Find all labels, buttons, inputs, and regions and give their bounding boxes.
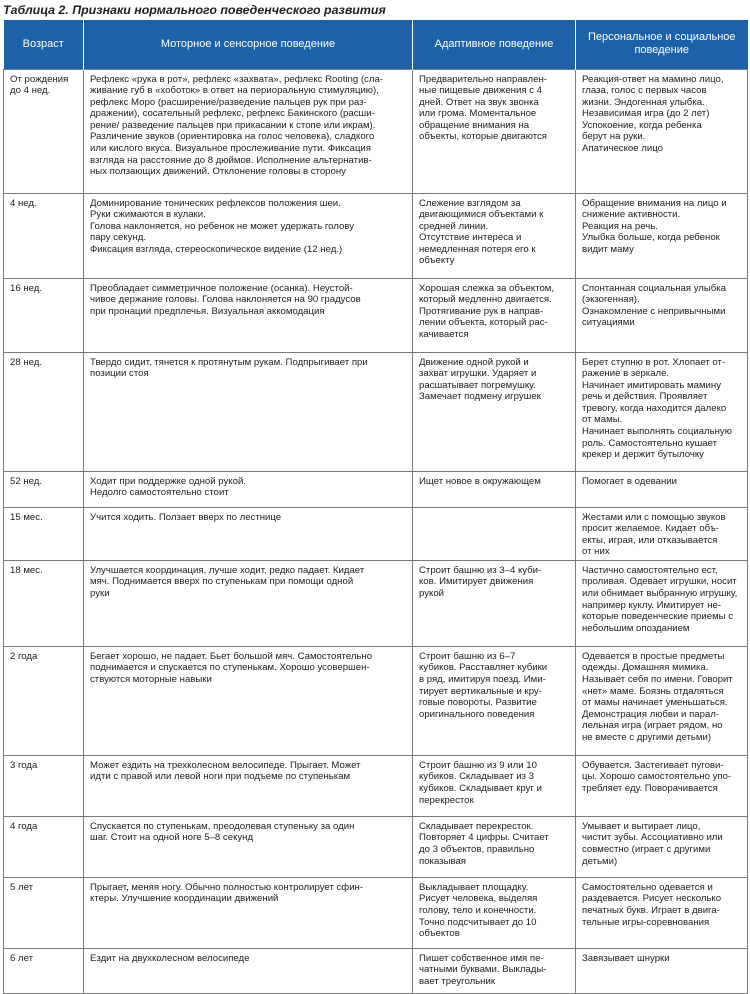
cell-social: Одевается в простые предметы одежды. Домашняя мимика. Называет себя по имени. Говорит «нет» маме. Боязнь отдаляться от мамы начинает уменьшаться. Демонстрация любви и парал- лельная игра (играет рядом, но не вместе с другими детьми) — [576, 646, 748, 755]
cell-adaptive: Складывает перекресток. Повторяет 4 цифры. Считает до 3 объектов, правильно показывая — [413, 816, 576, 877]
cell-age: 6 лет — [4, 948, 84, 993]
cell-motor: Может ездить на трехколесном велосипеде. Прыгает. Может идти с правой или левой ноги при подъеме по ступенькам — [84, 755, 413, 816]
cell-adaptive: Движение одной рукой и захват игрушки. Ударяет и расшатывает погремушку. Замечает подмену игрушек — [413, 352, 576, 471]
cell-adaptive: Слежение взглядом за двигающимися объектами к средней линии. Отсутствие интереса и немедленная потеря его к объекту — [413, 193, 576, 278]
cell-social: Умывает и вытирает лицо, чистит зубы. Ассоциативно или совместно (играет с другими детьми) — [576, 816, 748, 877]
cell-social: Завязывает шнурки — [576, 948, 748, 993]
cell-age: 2 года — [4, 646, 84, 755]
cell-age: 18 мес. — [4, 560, 84, 646]
table-caption: Таблица 2. Признаки нормального поведенческого развития — [3, 3, 386, 17]
cell-adaptive: Строит башню из 3–4 куби- ков. Имитирует движения рукой — [413, 560, 576, 646]
cell-motor: Бегает хорошо, не падает. Бьет большой мяч. Самостоятельно поднимается и спускается по ступенькам. Хорошо усовершен- ствуются моторные навыки — [84, 646, 413, 755]
cell-adaptive: Хорошая слежка за объектом, который медленно двигается. Протягивание рук в направ- лении объекта, который рас- качивается — [413, 278, 576, 352]
cell-motor: Спускается по ступенькам, преодолевая ступеньку за один шаг. Стоит на одной ноге 5–8 секунд — [84, 816, 413, 877]
header-age: Возраст — [4, 20, 84, 69]
cell-adaptive: Строит башню из 9 или 10 кубиков. Складывает из 3 кубиков. Складывает круг и перекресток — [413, 755, 576, 816]
development-table — [3, 20, 748, 994]
table-row — [4, 352, 748, 471]
cell-age: 5 лет — [4, 877, 84, 948]
cell-adaptive — [413, 507, 576, 560]
table-row — [4, 877, 748, 948]
cell-motor: Преобладает симметричное положение (осанка). Неустой- чивое держание головы. Голова наклоняется на 90 градусов при пронации предплечья. Визуальная аккомодация — [84, 278, 413, 352]
cell-motor: Прыгает, меняя ногу. Обычно полностью контролирует сфин- ктеры. Улучшение координации движений — [84, 877, 413, 948]
cell-adaptive: Предварительно направлен- ные пищевые движения с 4 дней. Ответ на звук звонка или грома. Моментальное обращение внимания на объекты, которые двигаются — [413, 69, 576, 193]
table-row — [4, 646, 748, 755]
cell-social: Помогает в одевании — [576, 471, 748, 507]
cell-social: Берет ступню в рот. Хлопает от- ражение в зеркале. Начинает имитировать мамину речь и действия. Проявляет тревогу, когда находится далеко от мамы. Начинает выполнять социальную роль. Самостоятельно кушает крекер и держит бутылочку — [576, 352, 748, 471]
table-row — [4, 560, 748, 646]
cell-motor: Учится ходить. Ползает вверх по лестнице — [84, 507, 413, 560]
cell-age: 3 года — [4, 755, 84, 816]
cell-motor: Улучшается координация, лучше ходит, редко падает. Кидает мяч. Поднимается вверх по ступенькам при помощи одной руки — [84, 560, 413, 646]
cell-social: Самостоятельно одевается и раздевается. Рисует несколько печатных букв. Играет в двига- тельные игры-соревнования — [576, 877, 748, 948]
cell-social: Частично самостоятельно ест, проливая. Одевает игрушки, носит или обнимает выбранную игрушку, например куклу. Имитирует не- которые поведенческие приемы с небольшим опозданием — [576, 560, 748, 646]
table-row — [4, 69, 748, 193]
table-row — [4, 278, 748, 352]
header-adaptive: Адаптивное поведение — [413, 20, 576, 69]
cell-adaptive: Пишет собственное имя пе- чатными буквами. Выклады- вает треугольник — [413, 948, 576, 993]
cell-social: Спонтанная социальная улыбка (экзогенная). Ознакомление с непривычными ситуациями — [576, 278, 748, 352]
cell-age: 4 года — [4, 816, 84, 877]
cell-motor: Рефлекс «рука в рот», рефлекс «захвата», рефлекс Rooting (сла- живание губ в «хоботок» в ответ на периоральную стимуляцию), рефлекс Моро (расширение/разведение пальцев рук при раз- дражении), сосательный рефлекс, рефлекс Бакинского (расши- рение/ разведение пальцев при прикасании к стопе или икрам). Различение звуков (ориентировка на голос человека), сладкого или кислого вкуса. Визуальное прослеживание пути. Фиксация взгляда на расстояние до 8 дюймов. Исполнение альтернатив- ных ползающих движений. Отклонение головы в сторону — [84, 69, 413, 193]
cell-social: Обувается. Застегивает пугови- цы. Хорошо самостоятельно упо- требляет еду. Поворачивается — [576, 755, 748, 816]
header-social: Персональное и социальное поведение — [576, 20, 748, 69]
cell-motor: Твердо сидит, тянется к протянутым рукам. Подпрыгивает при позиции стоя — [84, 352, 413, 471]
table-row — [4, 816, 748, 877]
cell-age: 4 нед. — [4, 193, 84, 278]
cell-motor: Ездит на двухколесном велосипеде — [84, 948, 413, 993]
cell-adaptive: Ищет новое в окружающем — [413, 471, 576, 507]
cell-social: Обращение внимания на лицо и снижение активности. Реакция на речь. Улыбка больше, когда ребенок видит маму — [576, 193, 748, 278]
table-row — [4, 755, 748, 816]
cell-motor: Ходит при поддержке одной рукой. Недолго самостоятельно стоит — [84, 471, 413, 507]
cell-age: 52 нед. — [4, 471, 84, 507]
cell-social: Жестами или с помощью звуков просит желаемое. Кидает объ- екты, играя, или отказывается от них — [576, 507, 748, 560]
header-motor: Моторное и сенсорное поведение — [84, 20, 413, 69]
cell-adaptive: Строит башню из 6–7 кубиков. Расставляет кубики в ряд, имитируя поезд. Ими- тирует вертикальные и кру- говые повороты. Развитие оригинального поведения — [413, 646, 576, 755]
cell-age: 28 нед. — [4, 352, 84, 471]
cell-age: 16 нед. — [4, 278, 84, 352]
cell-age: 15 мес. — [4, 507, 84, 560]
table-header-row — [4, 20, 748, 69]
table-row — [4, 193, 748, 278]
cell-adaptive: Выкладывает площадку. Рисует человека, выделяя голову, тело и конечности. Точно подсчитывает до 10 объектов — [413, 877, 576, 948]
cell-age: От рождения до 4 нед. — [4, 69, 84, 193]
cell-motor: Доминирование тонических рефлексов положения шеи. Руки сжимаются в кулаки. Голова наклоняется, но ребенок не может удержать голову пару секунд. Фиксация взгляда, стереоскопическое видение (12 нед.) — [84, 193, 413, 278]
table-row — [4, 471, 748, 507]
cell-social: Реакция-ответ на мамино лицо, глаза, голос с первых часов жизни. Эндогенная улыбка. Независимая игра (до 2 лет) Успокоение, когда ребенка берут на руки. Апатическое лицо — [576, 69, 748, 193]
table-row — [4, 507, 748, 560]
